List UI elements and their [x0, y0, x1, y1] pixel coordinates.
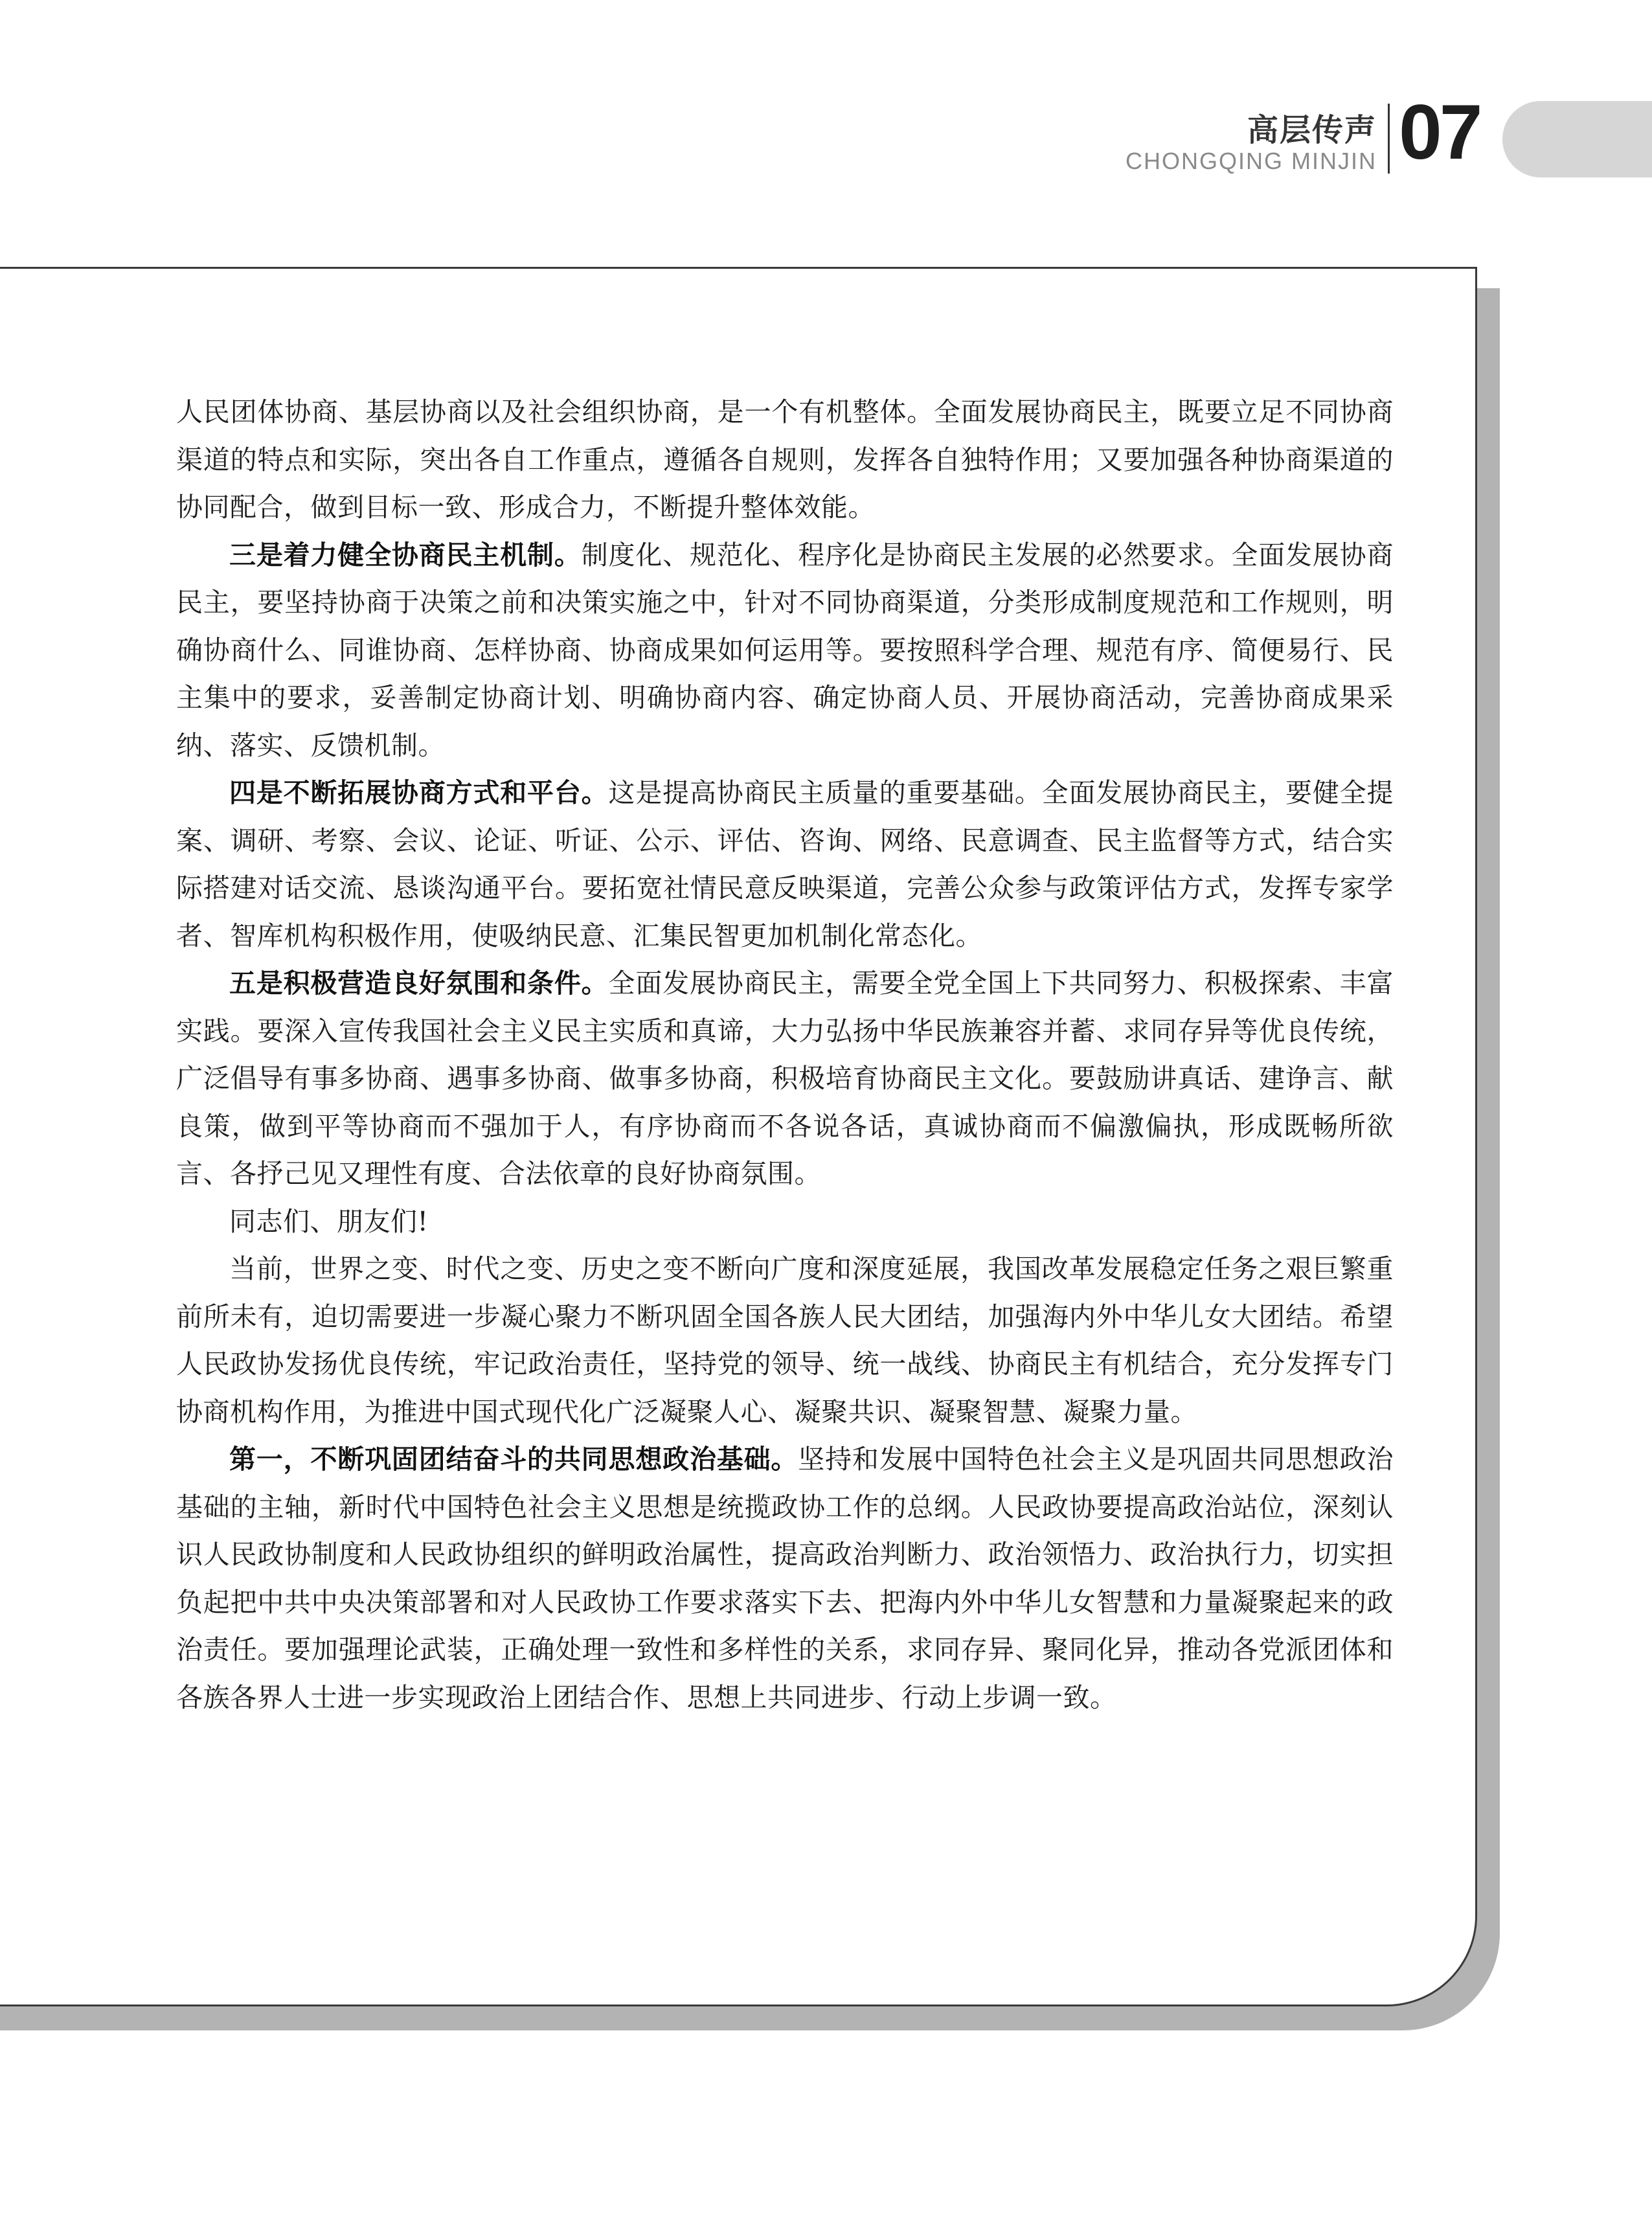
paragraph-text: 坚持和发展中国特色社会主义是巩固共同思想政治基础的主轴，新时代中国特色社会主义思想是统揽政协工作的总纲。人民政协要提高政治站位，深刻认识人民政协制度和人民政协组织的鲜明政治属性，提高政治判断力、政治领悟力、政治执行力，切实担负起把中共中央决策部署和对人民政协工作要求落实下去、把海内外中华儿女智慧和力量凝聚起来的政治责任。要加强理论武装，正确处理一致性和多样性的关系，求同存异、聚同化异，推动各党派团体和各族各界人士进一步实现政治上团结合作、思想上共同进步、行动上步调一致。 [176, 1444, 1394, 1713]
paragraph-text: 同志们、朋友们! [229, 1205, 429, 1237]
header-tab-shape [1502, 101, 1652, 177]
page-number: 07 [1399, 89, 1480, 176]
paragraph-text: 制度化、规范化、程序化是协商民主发展的必然要求。全面发展协商民主，要坚持协商于决策之前和决策实施之中，针对不同协商渠道，分类形成制度规范和工作规则，明确协商什么、同谁协商、怎样协商、协商成果如何运用等。要按照科学合理、规范有序、简便易行、民主集中的要求，妥善制定协商计划、明确协商内容、确定协商人员、开展协商活动，完善协商成果采纳、落实、反馈机制。 [176, 539, 1394, 761]
magazine-name: CHONGQING MINJIN [1126, 148, 1377, 174]
paragraph-lead: 四是不断拓展协商方式和平台。 [229, 777, 609, 808]
section-title: 高层传声 [1247, 112, 1377, 148]
paragraph-text: 人民团体协商、基层协商以及社会组织协商，是一个有机整体。全面发展协商民主，既要立足不同协商渠道的特点和实际，突出各自工作重点，遵循各自规则，发挥各自独特作用；又要加强各种协商渠道的协同配合，做到目标一致、形成合力，不断提升整体效能。 [176, 396, 1394, 523]
paragraph [176, 532, 1394, 770]
paragraph-text: 全面发展协商民主，需要全党全国上下共同努力、积极探索、丰富实践。要深入宣传我国社会主义民主实质和真谛，大力弘扬中华民族兼容并蓄、求同存异等优良传统，广泛倡导有事多协商、遇事多协商、做事多协商，积极培育协商民主文化。要鼓励讲真话、建诤言、献良策，做到平等协商而不强加于人，有序协商而不各说各话，真诚协商而不偏激偏执，形成既畅所欲言、各抒己见又理性有度、合法依章的良好协商氛围。 [176, 968, 1394, 1189]
paragraph [176, 1198, 1394, 1246]
paragraph-lead: 第一，不断巩固团结奋斗的共同思想政治基础。 [229, 1444, 798, 1475]
page-header [0, 89, 1652, 188]
header-divider [1388, 104, 1390, 174]
paragraph-lead: 五是积极营造良好氛围和条件。 [229, 968, 609, 999]
paragraph [176, 389, 1394, 532]
paragraph-text: 这是提高协商民主质量的重要基础。全面发展协商民主，要健全提案、调研、考察、会议、论证、听证、公示、评估、咨询、网络、民意调查、民主监督等方式，结合实际搭建对话交流、恳谈沟通平台。要拓宽社情民意反映渠道，完善公众参与政策评估方式，发挥专家学者、智库机构积极作用，使吸纳民意、汇集民智更加机制化常态化。 [176, 777, 1394, 951]
paragraph-lead: 三是着力健全协商民主机制。 [229, 539, 582, 571]
paragraph [176, 1245, 1394, 1436]
paragraph [176, 769, 1394, 960]
paragraph [176, 960, 1394, 1198]
paragraph-text: 当前，世界之变、时代之变、历史之变不断向广度和深度延展，我国改革发展稳定任务之艰巨繁重前所未有，迫切需要进一步凝心聚力不断巩固全国各族人民大团结，加强海内外中华儿女大团结。希望人民政协发扬优良传统，牢记政治责任，坚持党的领导、统一战线、协商民主有机结合，充分发挥专门协商机构作用，为推进中国式现代化广泛凝聚人心、凝聚共识、凝聚智慧、凝聚力量。 [176, 1253, 1394, 1427]
paragraph [176, 1436, 1394, 1721]
article-body [176, 389, 1394, 1721]
